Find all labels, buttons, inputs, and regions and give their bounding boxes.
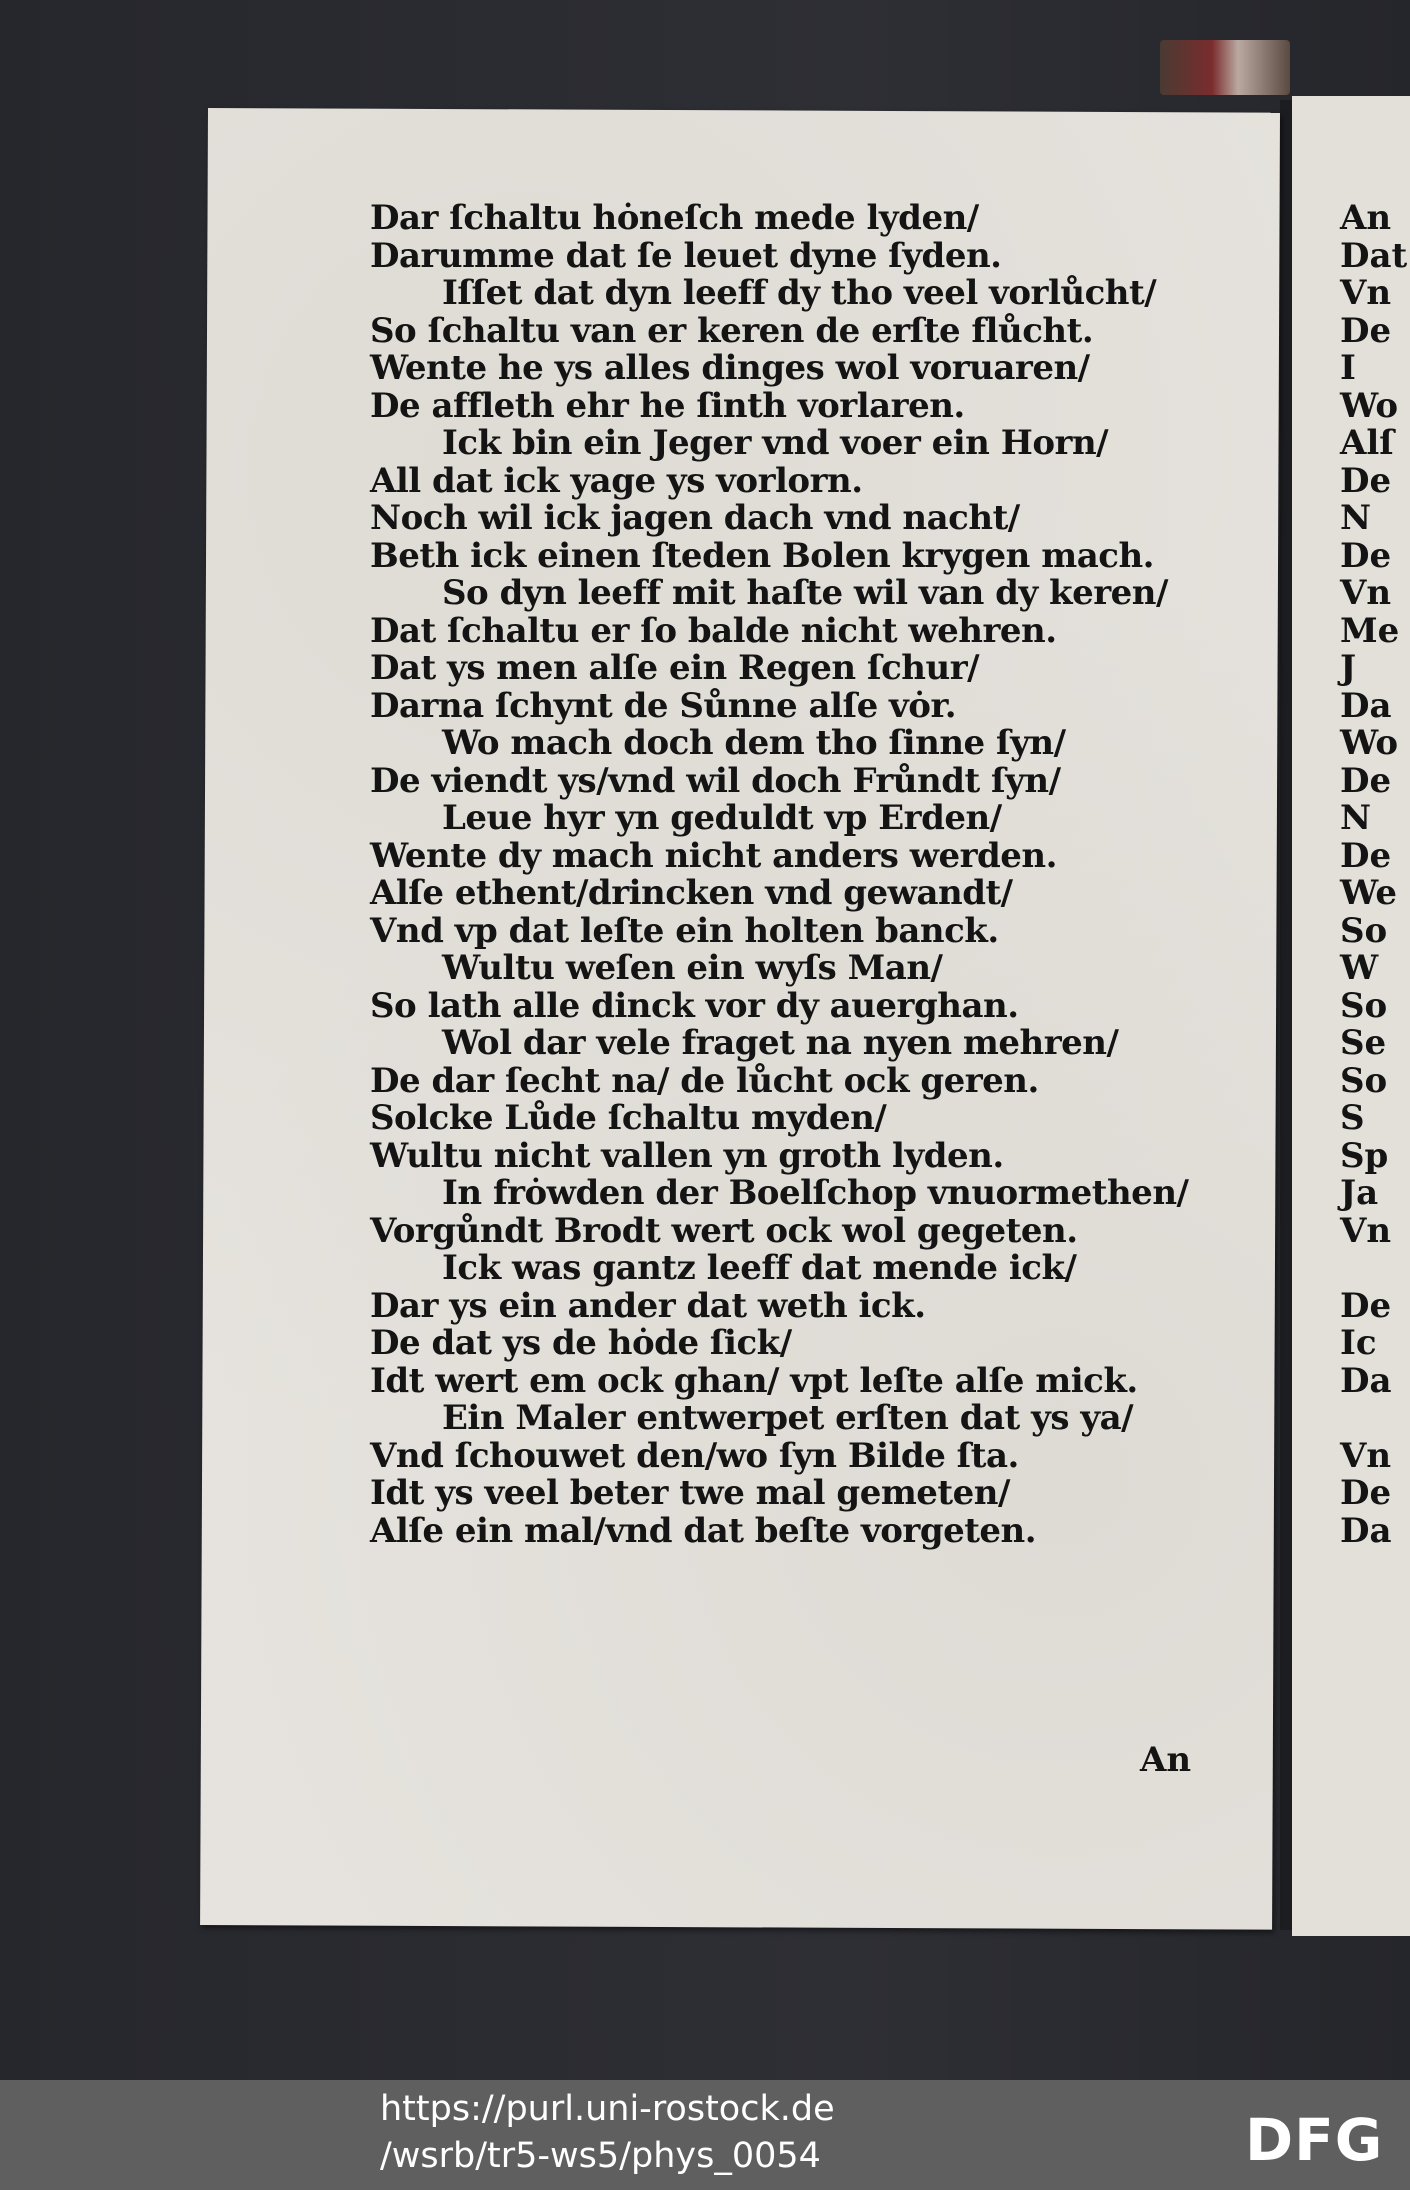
text-line: Ein Maler entwerpet erſten dat ys ya/: [442, 1398, 1134, 1438]
text-line: Vnd ſchouwet den/wo ſyn Bilde ſta.: [370, 1435, 1019, 1476]
book-spine-edge: [1160, 40, 1290, 95]
right-text-fragment: De: [1340, 835, 1392, 876]
right-text-fragment: N: [1340, 498, 1372, 538]
right-text-fragment: N: [1340, 798, 1372, 838]
right-text-fragment: So: [1340, 985, 1388, 1026]
right-text-fragment: [1340, 1400, 1410, 1438]
text-line: Noch wil ick jagen dach vnd nacht/: [370, 498, 1020, 538]
right-text-fragment: De: [1340, 310, 1392, 351]
right-text-fragment: Vn: [1340, 573, 1392, 613]
right-text-fragment: Alſ: [1340, 423, 1394, 463]
text-line: Dat ys men alſe ein Regen ſchur/: [370, 648, 980, 688]
text-line: Dar ſchaltu hȯneſch mede lyden/: [370, 198, 979, 238]
text-line: So ſchaltu van er keren de erſte flůcht.: [370, 310, 1094, 351]
text-line: Alſe ein mal/vnd dat beſte vorgeten.: [370, 1510, 1037, 1551]
dfg-logo: DFG: [1245, 2106, 1384, 2174]
text-line: Leue hyr yn geduldt vp Erden/: [442, 798, 1002, 838]
text-line: Darna ſchynt de Sůnne alſe vȯr.: [370, 685, 957, 726]
text-line: So lath alle dinck vor dy auerghan.: [370, 985, 1019, 1026]
text-line: Wo mach doch dem tho ſinne ſyn/: [442, 723, 1066, 763]
text-line: Solcke Lůde ſchaltu myden/: [370, 1098, 887, 1138]
text-line: Wol dar vele fraget na nyen mehren/: [442, 1023, 1119, 1063]
text-line: Vnd vp dat leſte ein holten banck.: [370, 910, 999, 951]
text-line: Wultu nicht vallen yn groth lyden.: [370, 1135, 1004, 1176]
right-text-fragment: W: [1340, 948, 1379, 988]
left-page-text: [370, 200, 1230, 1550]
right-text-fragment: De: [1340, 535, 1392, 576]
text-line: De affleth ehr he ſinth vorlaren.: [370, 385, 965, 426]
right-text-fragment: De: [1340, 1473, 1392, 1513]
text-line: Dat ſchaltu er ſo balde nicht wehren.: [370, 610, 1057, 651]
text-line: Dar ys ein ander dat weth ick.: [370, 1285, 926, 1326]
right-text-fragment: S: [1340, 1098, 1365, 1138]
text-line: Alſe ethent/drincken vnd gewandt/: [370, 873, 1013, 913]
catchword: An: [1140, 1740, 1192, 1780]
right-text-fragment: Vn: [1340, 1210, 1392, 1251]
right-text-fragment: Wo: [1340, 385, 1399, 426]
text-line: Ick bin ein Jeger vnd voer ein Horn/: [442, 423, 1109, 463]
text-line: De dat ys de hȯde ſick/: [370, 1323, 792, 1363]
text-line: In frȯwden der Boelſchop vnuormethen/: [442, 1173, 1189, 1213]
right-page-text-fragments: [1340, 200, 1410, 1550]
right-text-fragment: Ja: [1340, 1173, 1379, 1213]
right-text-fragment: An: [1340, 198, 1392, 238]
text-line: So dyn leeff mit haſte wil van dy keren/: [442, 573, 1168, 613]
text-line: All dat ick yage ys vorlorn.: [370, 460, 863, 501]
right-text-fragment: Da: [1340, 685, 1392, 726]
right-text-fragment: J: [1340, 648, 1357, 688]
text-line: Wente dy mach nicht anders werden.: [370, 835, 1057, 876]
permalink-line-1[interactable]: https://purl.uni-rostock.de: [380, 2089, 835, 2129]
text-line: Wultu weſen ein wyſs Man/: [442, 948, 943, 988]
text-line: Idt ys veel beter twe mal gemeten/: [370, 1473, 1010, 1513]
text-line: Vorgůndt Brodt wert ock wol gegeten.: [370, 1210, 1078, 1251]
text-line: De viendt ys/vnd wil doch Frůndt ſyn/: [370, 760, 1061, 801]
text-line: De dar ſecht na/ de lůcht ock geren.: [370, 1060, 1039, 1101]
right-text-fragment: Vn: [1340, 273, 1392, 313]
right-text-fragment: Se: [1340, 1023, 1387, 1063]
right-text-fragment: Da: [1340, 1510, 1392, 1551]
right-text-fragment: Vn: [1340, 1435, 1392, 1476]
text-line: Iſſet dat dyn leeff dy tho veel vorlůcht/: [442, 273, 1157, 313]
text-line: Ick was gantz leeff dat mende ick/: [442, 1248, 1077, 1288]
right-text-fragment: Dat: [1340, 235, 1408, 276]
text-line: Idt wert em ock ghan/ vpt leſte alſe mick.: [370, 1360, 1138, 1401]
right-text-fragment: We: [1340, 873, 1398, 913]
right-text-fragment: Sp: [1340, 1135, 1389, 1176]
right-text-fragment: Wo: [1340, 723, 1399, 763]
right-text-fragment: De: [1340, 1285, 1392, 1326]
right-text-fragment: De: [1340, 460, 1392, 501]
right-text-fragment: I: [1340, 348, 1356, 388]
permalink-line-2[interactable]: /wsrb/tr5-ws5/phys_0054: [380, 2136, 821, 2176]
text-line: Darumme dat ſe leuet dyne ſyden.: [370, 235, 1002, 276]
text-line: Beth ick einen ſteden Bolen krygen mach.: [370, 535, 1154, 576]
right-text-fragment: Da: [1340, 1360, 1392, 1401]
right-text-fragment: Me: [1340, 610, 1400, 651]
right-text-fragment: So: [1340, 910, 1388, 951]
right-text-fragment: [1340, 1250, 1410, 1288]
permalink[interactable]: [380, 2086, 980, 2180]
book-gutter: [1280, 100, 1292, 1930]
right-text-fragment: De: [1340, 760, 1392, 801]
right-text-fragment: Ic: [1340, 1323, 1377, 1363]
text-line: Wente he ys alles dinges wol voruaren/: [370, 348, 1090, 388]
right-text-fragment: So: [1340, 1060, 1388, 1101]
